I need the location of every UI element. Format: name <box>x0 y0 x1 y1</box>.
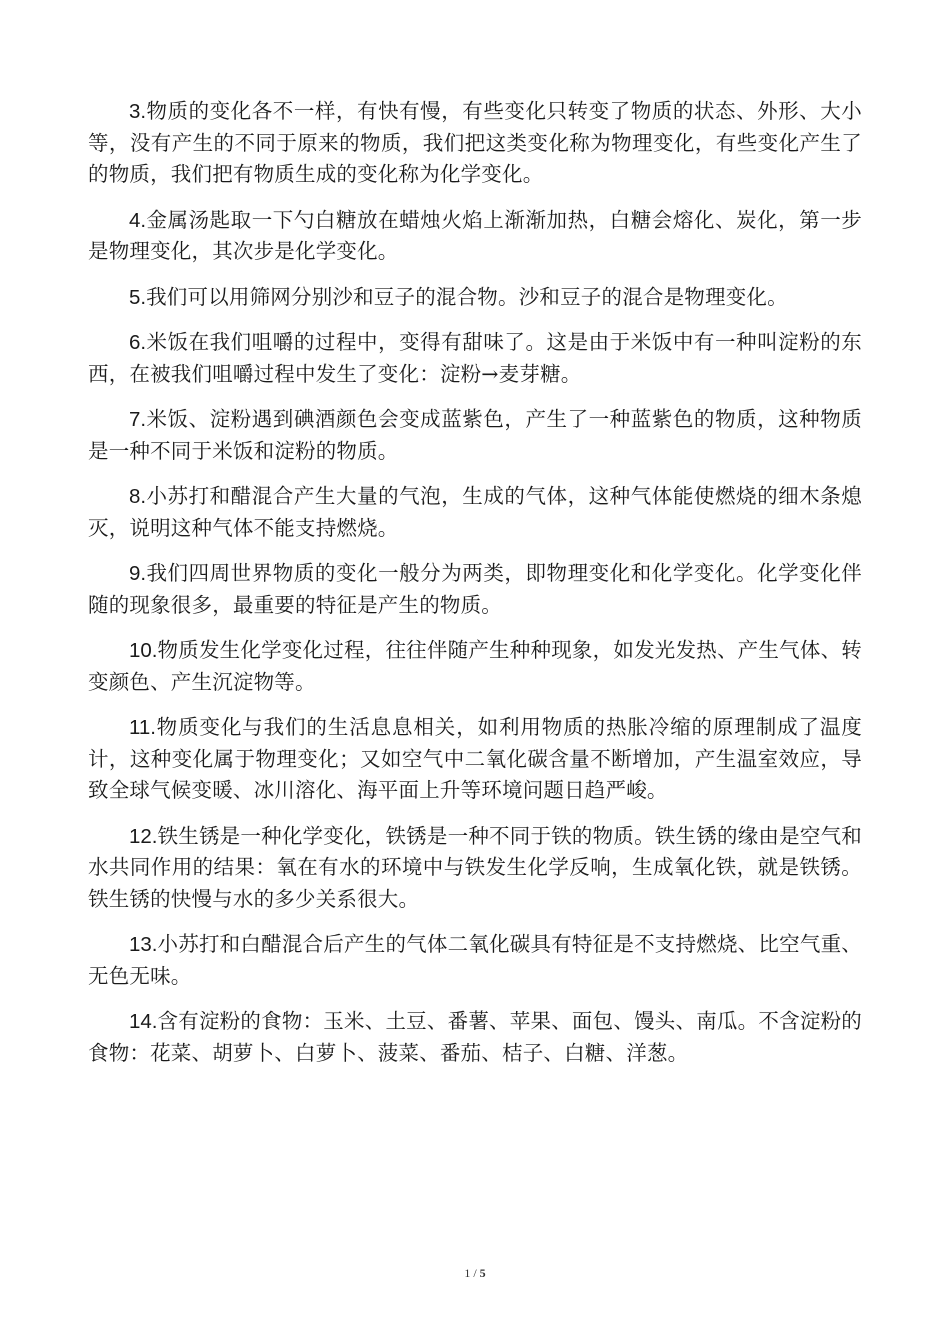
paragraph-number: 4. <box>129 208 147 232</box>
paragraph-number: 5. <box>129 285 147 309</box>
paragraph-number: 6. <box>129 331 147 354</box>
paragraph-number: 8. <box>129 485 147 508</box>
paragraph-text: 物质的变化各不一样，有快有慢，有些变化只转变了物质的状态、外形、大小等，没有产生的不同于原来的物质，我们把这类变化称为物理变化，有些变化产生了的物质，我们把有物质生成的变化称为化学变化。 <box>88 99 862 186</box>
paragraph-text: 含有淀粉的食物：玉米、土豆、番薯、苹果、面包、馒头、南瓜。不含淀粉的食物：花菜、胡萝卜、白萝卜、菠菜、番茄、桔子、白糖、洋葱。 <box>88 1009 862 1065</box>
paragraph-text: 金属汤匙取一下勺白糖放在蜡烛火焰上渐渐加热，白糖会熔化、炭化，第一步是物理变化，其次步是化学变化。 <box>88 207 862 263</box>
paragraph-text: 小苏打和醋混合产生大量的气泡，生成的气体，这种气体能使燃烧的细木条熄灭，说明这种气体不能支持燃烧。 <box>88 484 862 540</box>
paragraph-8 <box>88 481 862 544</box>
paragraph-number: 12. <box>129 824 158 848</box>
paragraph-13 <box>88 929 862 992</box>
paragraph-text: 我们可以用筛网分别沙和豆子的混合物。沙和豆子的混合是物理变化。 <box>146 284 788 309</box>
paragraph-text: 小苏打和白醋混合后产生的气体二氧化碳具有特征是不支持燃烧、比空气重、无色无味。 <box>88 932 862 988</box>
paragraph-number: 14. <box>129 1010 158 1033</box>
paragraph-9 <box>88 558 862 621</box>
paragraph-3 <box>88 96 862 191</box>
page-separator: / <box>470 1266 480 1280</box>
paragraph-10 <box>88 635 862 698</box>
paragraph-text: 铁生锈是一种化学变化，铁锈是一种不同于铁的物质。铁生锈的缘由是空气和水共同作用的结果：氧在有水的环境中与铁发生化学反响，生成氧化铁，就是铁锈。铁生锈的快慢与水的多少关系很大。 <box>88 823 862 911</box>
paragraph-text: 物质发生化学变化过程，往往伴随产生种种现象，如发光发热、产生气体、转变颜色、产生沉淀物等。 <box>88 638 862 694</box>
paragraph-text: 米饭在我们咀嚼的过程中，变得有甜味了。这是由于米饭中有一种叫淀粉的东西，在被我们咀嚼过程中发生了变化：淀粉→麦芽糖。 <box>88 330 862 386</box>
current-page-number: 1 <box>464 1266 471 1280</box>
page-footer <box>0 1266 950 1281</box>
paragraph-text: 我们四周世界物质的变化一般分为两类，即物理变化和化学变化。化学变化伴随的现象很多，最重要的特征是产生的物质。 <box>88 561 862 617</box>
paragraph-6 <box>88 327 862 390</box>
paragraph-11 <box>88 712 862 807</box>
paragraph-4 <box>88 205 862 268</box>
paragraph-number: 11. <box>129 716 156 739</box>
paragraph-number: 13. <box>129 933 158 956</box>
paragraph-14 <box>88 1006 862 1069</box>
paragraph-7 <box>88 404 862 467</box>
total-pages: 5 <box>479 1266 486 1280</box>
paragraph-number: 3. <box>129 100 147 123</box>
paragraph-number: 7. <box>129 408 147 431</box>
paragraph-text: 米饭、淀粉遇到碘酒颜色会变成蓝紫色，产生了一种蓝紫色的物质，这种物质是一种不同于米饭和淀粉的物质。 <box>88 407 862 463</box>
document-body <box>88 96 862 1083</box>
paragraph-text: 物质变化与我们的生活息息相关，如利用物质的热胀冷缩的原理制成了温度计，这种变化属于物理变化；又如空气中二氧化碳含量不断增加，产生温室效应，导致全球气候变暖、冰川溶化、海平面上升等环境问题日趋严峻。 <box>88 715 862 802</box>
paragraph-number: 9. <box>129 562 147 585</box>
paragraph-number: 10. <box>129 639 158 662</box>
paragraph-5 <box>88 282 862 314</box>
paragraph-12 <box>88 821 862 916</box>
